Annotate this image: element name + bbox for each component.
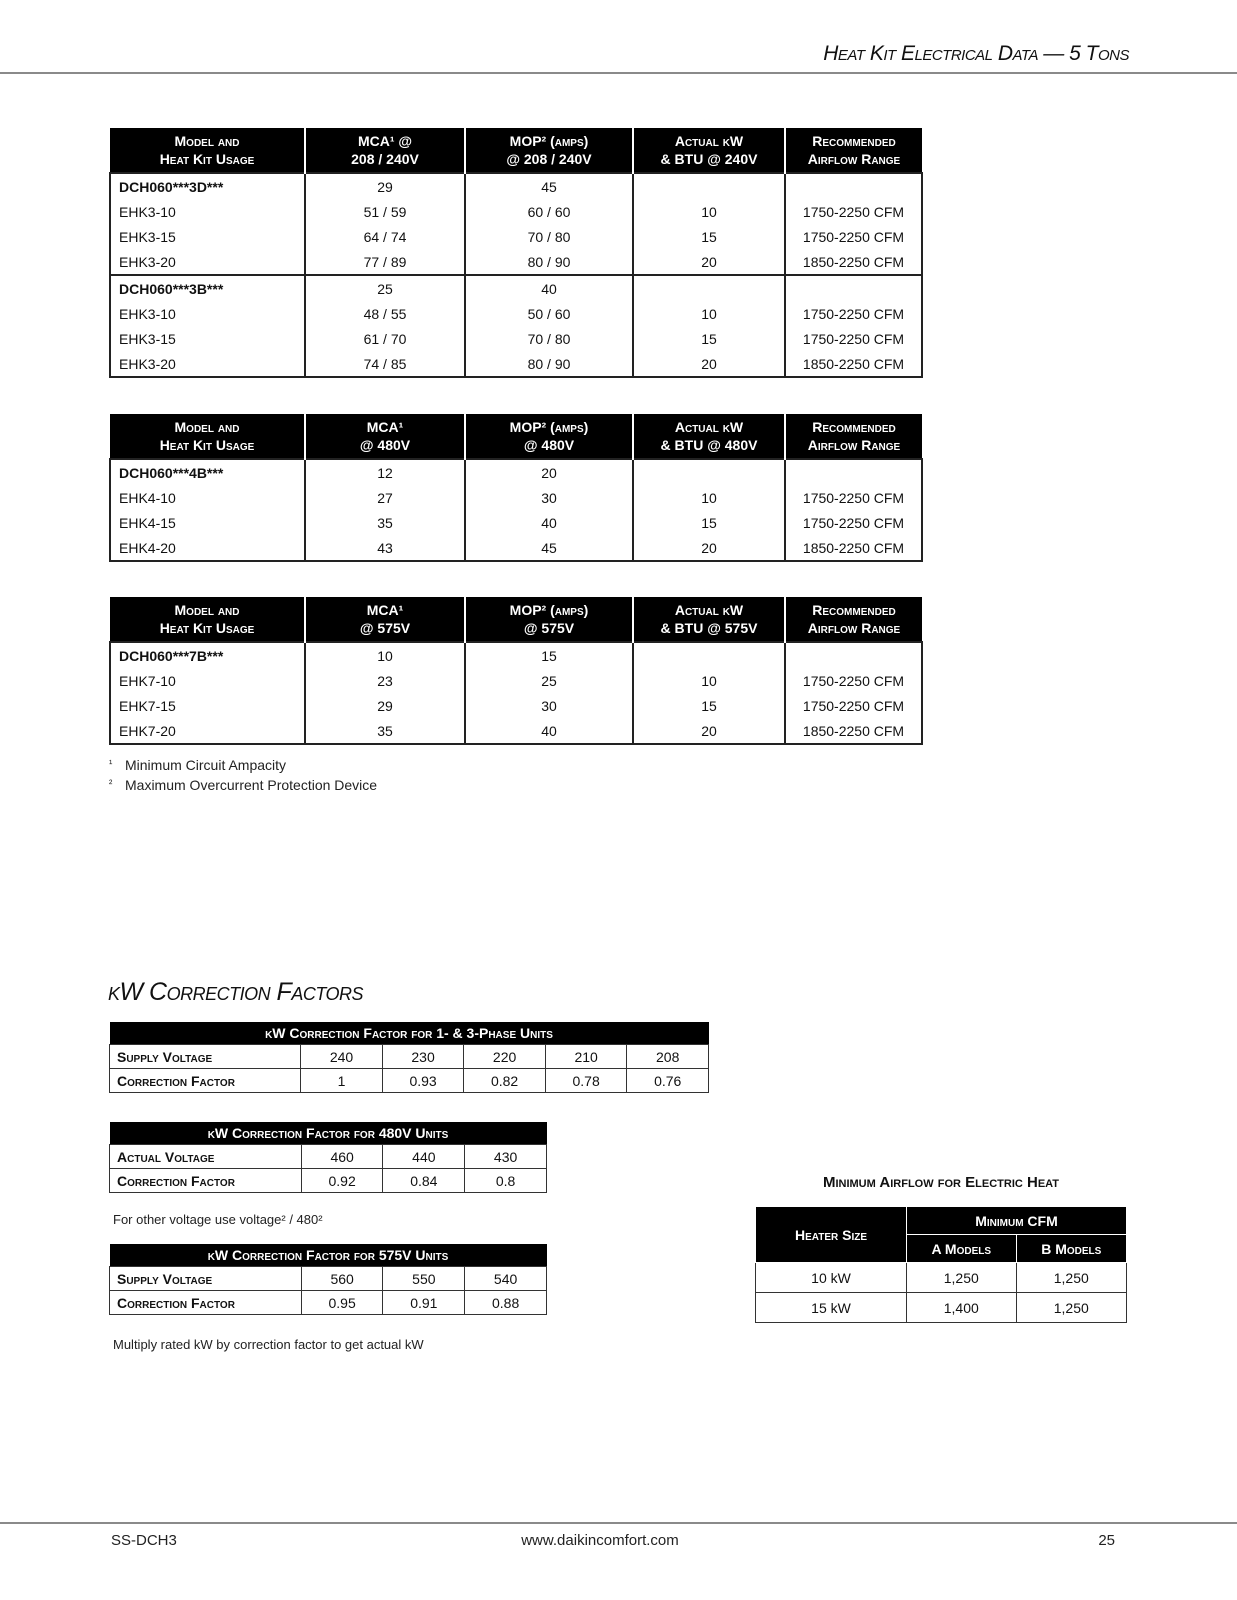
table-row: EHK7-20 35 40 20 1850-2250 CFM (110, 718, 922, 744)
col-header-a-models: A Models (907, 1235, 1017, 1263)
cf-note-480v: For other voltage use voltage² / 480² (113, 1212, 323, 1227)
table-row: Actual Voltage 460 440 430 (110, 1145, 547, 1169)
cf-table-title: kW Correction Factor for 480V Units (110, 1122, 547, 1145)
cf-note-575v: Multiply rated kW by correction factor to get actual kW (113, 1337, 424, 1352)
col-header-min-cfm: Minimum CFM (907, 1207, 1127, 1235)
table-row: DCH060***7B*** 10 15 (110, 642, 922, 668)
footnotes (109, 755, 377, 795)
col-header-mca: MCA¹ @ 208 / 240V (305, 128, 465, 173)
table-row: Supply Voltage 240 230 220 210 208 (110, 1045, 709, 1069)
table-row: EHK3-20 74 / 85 80 / 90 20 1850-2250 CFM (110, 351, 922, 377)
table-row: EHK7-10 23 25 10 1750-2250 CFM (110, 668, 922, 693)
correction-factor-table-575v (109, 1244, 547, 1315)
table-row: Correction Factor 0.92 0.84 0.8 (110, 1169, 547, 1193)
col-header-mop: MOP² (amps) @ 575V (465, 597, 633, 642)
col-header-heater-size: Heater Size (756, 1207, 907, 1263)
min-airflow-table (755, 1206, 1127, 1323)
col-header-kw: Actual kW & BTU @ 240V (633, 128, 785, 173)
table-row: EHK4-15 35 40 15 1750-2250 CFM (110, 510, 922, 535)
table-row: EHK3-10 48 / 55 50 / 60 10 1750-2250 CFM (110, 301, 922, 326)
col-header-b-models: B Models (1016, 1235, 1126, 1263)
col-header-airflow: Recommended Airflow Range (785, 128, 922, 173)
cf-table-title: kW Correction Factor for 1- & 3-Phase Units (110, 1022, 709, 1045)
table-header-row (110, 414, 922, 459)
footnote-mca: ¹ Minimum Circuit Ampacity (109, 757, 287, 773)
table-row: EHK7-15 29 30 15 1750-2250 CFM (110, 693, 922, 718)
header-rule (0, 72, 1237, 74)
footer-doc-id: SS-DCH3 (111, 1532, 177, 1549)
col-header-kw: Actual kW & BTU @ 480V (633, 414, 785, 459)
table-row: EHK3-10 51 / 59 60 / 60 10 1750-2250 CFM (110, 199, 922, 224)
table-row: EHK3-15 61 / 70 70 / 80 15 1750-2250 CFM (110, 326, 922, 351)
col-header-mca: MCA¹ @ 480V (305, 414, 465, 459)
table-row: Correction Factor 1 0.93 0.82 0.78 0.76 (110, 1069, 709, 1093)
table-header-row (110, 597, 922, 642)
table-row: DCH060***4B*** 12 20 (110, 459, 922, 485)
col-header-airflow: Recommended Airflow Range (785, 414, 922, 459)
col-header-model: Model and Heat Kit Usage (110, 597, 305, 642)
col-header-model: Model and Heat Kit Usage (110, 414, 305, 459)
table-row: EHK3-20 77 / 89 80 / 90 20 1850-2250 CFM (110, 249, 922, 275)
electrical-table-480v (109, 414, 923, 562)
col-header-mca: MCA¹ @ 575V (305, 597, 465, 642)
electrical-table-575v (109, 597, 923, 745)
table-row: DCH060***3B*** 25 40 (110, 275, 922, 301)
section-title-kw-correction: kW Correction Factors (108, 978, 363, 1006)
table-row: DCH060***3D*** 29 45 (110, 173, 922, 199)
col-header-model: Model and Heat Kit Usage (110, 128, 305, 173)
footer-page-number: 25 (1098, 1532, 1115, 1549)
footer-rule (0, 1522, 1237, 1524)
correction-factor-table-480v (109, 1122, 547, 1193)
col-header-mop: MOP² (amps) @ 208 / 240V (465, 128, 633, 173)
correction-factor-table-1-3-phase (109, 1022, 709, 1093)
col-header-kw: Actual kW & BTU @ 575V (633, 597, 785, 642)
page-header-title: Heat Kit Electrical Data — 5 Tons (823, 42, 1129, 65)
table-row: EHK4-10 27 30 10 1750-2250 CFM (110, 485, 922, 510)
footer-website-link[interactable]: www.daikincomfort.com (521, 1532, 679, 1549)
col-header-mop: MOP² (amps) @ 480V (465, 414, 633, 459)
col-header-airflow: Recommended Airflow Range (785, 597, 922, 642)
footnote-mop: ² Maximum Overcurrent Protection Device (109, 777, 378, 793)
table-row: Supply Voltage 560 550 540 (110, 1267, 547, 1291)
table-header-row (110, 128, 922, 173)
cf-table-title: kW Correction Factor for 575V Units (110, 1244, 547, 1267)
electrical-table-208-240v (109, 128, 923, 378)
table-row: 15 kW 1,400 1,250 (756, 1293, 1127, 1323)
table-row: EHK3-15 64 / 74 70 / 80 15 1750-2250 CFM (110, 224, 922, 249)
min-airflow-title: Minimum Airflow for Electric Heat (822, 1174, 1060, 1191)
table-row: Correction Factor 0.95 0.91 0.88 (110, 1291, 547, 1315)
table-row: EHK4-20 43 45 20 1850-2250 CFM (110, 535, 922, 561)
table-row: 10 kW 1,250 1,250 (756, 1263, 1127, 1293)
